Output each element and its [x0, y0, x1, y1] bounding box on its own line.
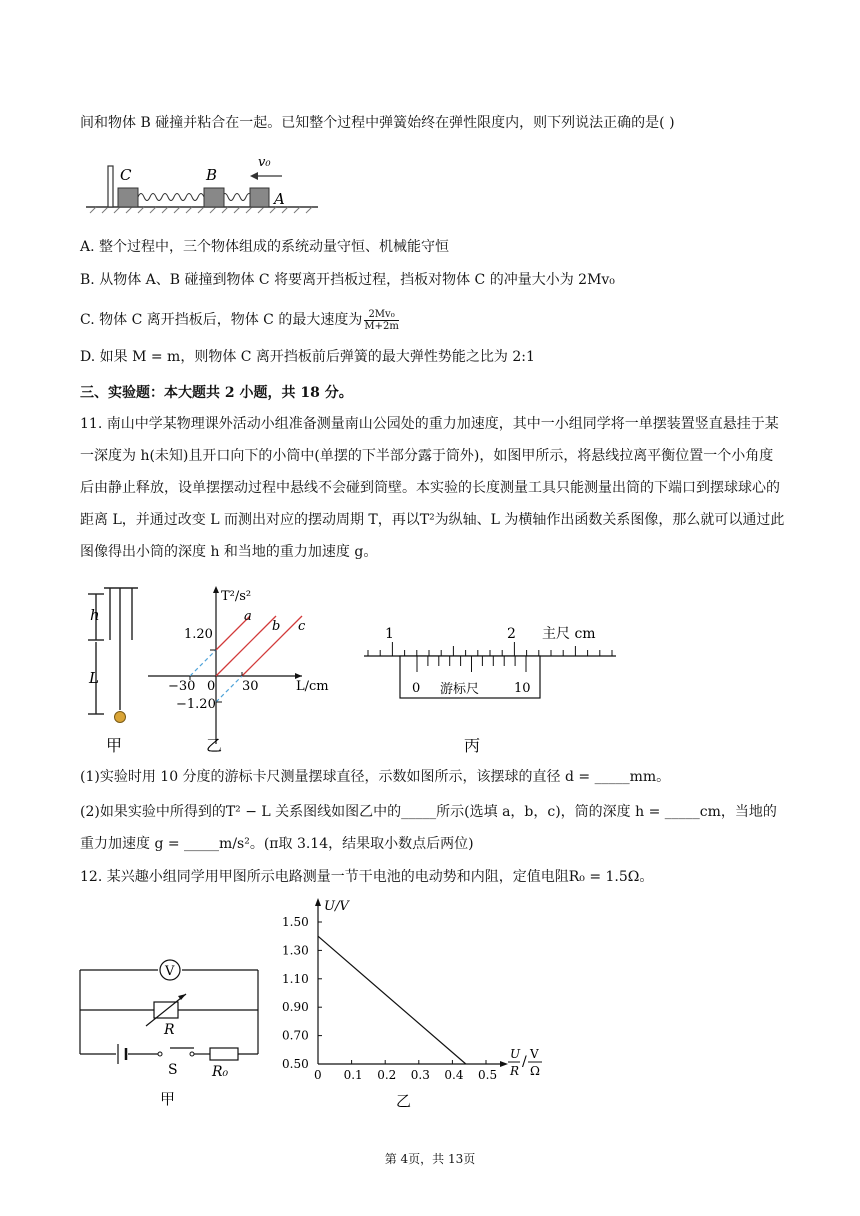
y-tick-label: 0.90 — [282, 1000, 309, 1015]
circuit-jia-label: 甲 — [160, 1090, 176, 1108]
x-unit-omega: Ω — [530, 1064, 540, 1078]
x-tick-label: 0 — [314, 1068, 322, 1082]
voltmeter-label: V — [165, 964, 175, 979]
q11-sub2: (2)如果实验中所得到的T² − L 关系图线如图乙中的_____所示(选填 a，b，c)，筒的深度 h = _____cm，当地的重力加速度 g = _____m/s²。(π取 3.14，结果取小数点后两位) — [80, 804, 777, 852]
x-tick-label: 0.3 — [410, 1068, 430, 1082]
line-a-label: a — [244, 609, 252, 624]
main-scale-2: 2 — [507, 626, 516, 642]
x-tick-label: 0.5 — [478, 1068, 498, 1082]
x-num-u: U — [510, 1047, 521, 1061]
l-axis-label: L/cm — [296, 679, 329, 694]
x-tick-label: 0.2 — [377, 1068, 397, 1082]
u-axis-label: U/V — [324, 899, 349, 914]
x-tick-label: 0.1 — [343, 1068, 363, 1082]
q12-text: 12. 某兴趣小组同学用甲图所示电路测量一节干电池的电动势和内阻，定值电阻R₀ = 1.5Ω。 — [80, 869, 654, 885]
spring-blocks-figure — [82, 148, 322, 218]
label-h: h — [90, 606, 100, 624]
option-c-denominator: M+2m — [364, 320, 399, 332]
label-L: L — [89, 669, 99, 687]
option-c-text: C. 物体 C 离开挡板后，物体 C 的最大速度为 — [80, 312, 363, 328]
x-den-r: R — [510, 1064, 520, 1078]
q11-sub1: (1)实验时用 10 分度的游标卡尺测量摆球直径，示数如图所示，该摆球的直径 d = _____mm。 — [80, 769, 671, 785]
option-b: B. 从物体 A、B 碰撞到物体 C 将要离开挡板过程，挡板对物体 C 的冲量大小为 2Mv₀ — [80, 272, 615, 288]
option-d: D. 如果 M = m，则物体 C 离开挡板前后弹簧的最大弹性势能之比为 2:1 — [80, 349, 535, 365]
y-tick-label: 1.30 — [282, 943, 309, 958]
line-c-label: c — [298, 619, 306, 634]
q11-text: 11. 南山中学某物理课外活动小组准备测量南山公园处的重力加速度，其中一小组同学将一单摆装置竖直悬挂于某一深度为 h(未知)且开口向下的小筒中(单摆的下半部分露于筒外)，如图甲所示，将悬线拉离平衡位置一个小角度后由静止释放，设单摆摆动过程中悬线不会碰到筒壁。本实验的长度测量工具只能测量出筒的下端口到摆球球心的距离 L，并通过改变 L 而测出对应的摆动周期 T，再以T²为纵轴、L 为横轴作出函数关系图像，那么就可以通过此图像得出小筒的深度 h 和当地的重力加速度 g。 — [80, 416, 785, 560]
r0-label: R₀ — [212, 1064, 229, 1080]
resistor-r-label: R — [164, 1022, 175, 1038]
q10-text: 间和物体 B 碰撞并粘合在一起。已知整个过程中弹簧始终在弹性限度内，则下列说法正确的是( ) — [80, 115, 675, 131]
label-c: C — [120, 166, 132, 184]
vernier-caliper — [364, 626, 616, 755]
vernier-0: 0 — [412, 681, 421, 696]
t2-axis-label: T²/s² — [221, 589, 252, 604]
u-ur-line — [318, 936, 466, 1064]
option-c-fraction — [364, 309, 398, 332]
y-tick-label: 1.50 — [282, 915, 309, 929]
x-tick-neg: −30 — [168, 679, 196, 694]
option-c — [80, 305, 785, 335]
pendulum-bob — [115, 712, 126, 723]
vernier-label: 游标尺 — [440, 682, 480, 697]
y-tick-pos: 1.20 — [184, 627, 213, 642]
x-tick-zero: 0 — [207, 679, 216, 694]
y-tick-label: 1.10 — [282, 971, 309, 986]
graph-yi-label: 乙 — [396, 1092, 412, 1110]
page-footer: 第 4页，共 13页 — [384, 1152, 476, 1166]
label-yi: 乙 — [206, 736, 223, 755]
label-bing: 丙 — [464, 736, 481, 755]
label-v0: v₀ — [258, 155, 271, 170]
circuit-diagram — [76, 950, 266, 1110]
line-b-label: b — [272, 619, 281, 634]
main-scale-label: 主尺 cm — [542, 626, 596, 642]
main-scale-1: 1 — [385, 626, 394, 642]
x-slash: / — [522, 1054, 527, 1070]
switch-label: S — [168, 1062, 178, 1078]
section-title: 三、实验题：本大题共 2 小题，共 18 分。 — [80, 385, 353, 401]
x-unit-v: V — [530, 1047, 539, 1061]
option-a: A. 整个过程中，三个物体组成的系统动量守恒、机械能守恒 — [80, 239, 450, 255]
label-b: B — [206, 166, 218, 184]
vernier-10: 10 — [514, 681, 531, 696]
y-tick-label: 0.70 — [282, 1028, 309, 1043]
x-tick-label: 0.4 — [444, 1068, 464, 1082]
option-c-numerator: 2Mv₀ — [364, 309, 398, 321]
label-a: A — [274, 190, 285, 208]
label-jia: 甲 — [106, 736, 123, 755]
y-tick-label: 0.50 — [282, 1057, 309, 1071]
t2-l-graph — [148, 586, 329, 755]
y-tick-neg: −1.20 — [176, 697, 216, 712]
pendulum-figures — [80, 580, 640, 758]
u-ur-graph — [278, 892, 558, 1112]
x-tick-pos: 30 — [242, 679, 259, 694]
